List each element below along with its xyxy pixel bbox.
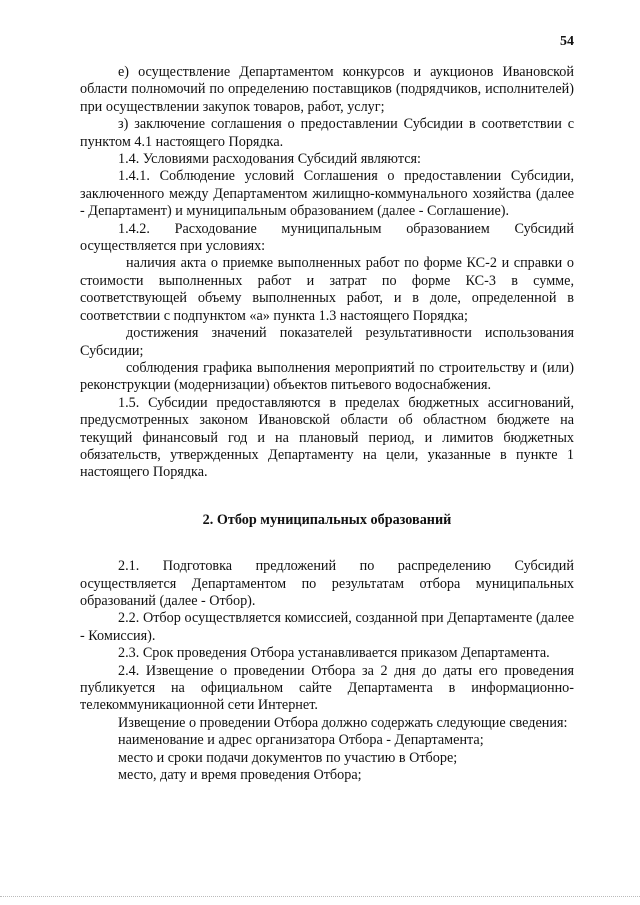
paragraph-1-4-2: 1.4.2. Расходование муниципальным образованием Субсидий осуществляется при условиях: [80, 220, 574, 255]
paragraph-e: е) осуществление Департаментом конкурсов и аукционов Ивановской области полномочий по определению поставщиков (подрядчиков, исполнителей) при осуществлении закупок товаров, работ, услуг; [80, 64, 574, 115]
paragraph-1-5: 1.5. Субсидии предоставляются в пределах бюджетных ассигнований, предусмотренных законом Ивановской области об областном бюджете на текущий финансовый год и на плановый период, и лимитов бюджетных обязательств, утвержденных Департаменту на цели, указанные в пункте 1 настоящего Порядка. [80, 394, 574, 481]
paragraph-condition-acts: наличия акта о приемке выполненных работ по форме КС-2 и справки о стоимости выполненных работ и затрат по форме КС-3 в сумме, соответствующей объему выполненных работ, и в доле, определенной в соответствии с подпунктом «а» пункта 1.3 настоящего Порядка; [80, 255, 574, 324]
page-number: 54 [560, 34, 574, 49]
paragraph-2-1: 2.1. Подготовка предложений по распределению Субсидий осуществляется Департаментом по результатам отбора муниципальных образований (далее - Отбор). [80, 558, 574, 609]
paragraph-condition-schedule: соблюдения графика выполнения мероприятий по строительству и (или) реконструкции (модернизации) объектов питьевого водоснабжения. [80, 359, 574, 394]
paragraph-1-4: 1.4. Условиями расходования Субсидий являются: [118, 151, 421, 168]
scan-edge-artifact [0, 896, 640, 899]
paragraph-notice-contents: Извещение о проведении Отбора должно содержать следующие сведения: [118, 714, 568, 731]
paragraph-1-4-1: 1.4.1. Соблюдение условий Соглашения о предоставлении Субсидии, заключенного между Департаментом жилищно-коммунального хозяйства (далее - Департамент) и муниципальным образованием (далее - Соглашение). [80, 168, 574, 220]
paragraph-2-2: 2.2. Отбор осуществляется комиссией, созданной при Департаменте (далее - Комиссия). [80, 610, 574, 644]
list-item-venue: место, дату и время проведения Отбора; [118, 767, 362, 784]
list-item-submission: место и сроки подачи документов по участию в Отборе; [118, 749, 458, 766]
paragraph-z: з) заключение соглашения о предоставлении Субсидии в соответствии с пунктом 4.1 настоящего Порядка. [80, 116, 574, 150]
document-body [80, 64, 574, 784]
paragraph-2-3: 2.3. Срок проведения Отбора устанавливается приказом Департамента. [118, 645, 550, 662]
list-item-organizer: наименование и адрес организатора Отбора - Департамента; [118, 732, 484, 749]
paragraph-2-4: 2.4. Извещение о проведении Отбора за 2 дня до даты его проведения публикуется на официальном сайте Департамента в информационно-телекоммуникационной сети Интернет. [80, 662, 574, 714]
paragraph-condition-indicators: достижения значений показателей результативности использования Субсидии; [80, 325, 574, 359]
section-heading: 2. Отбор муниципальных образований [202, 511, 452, 528]
